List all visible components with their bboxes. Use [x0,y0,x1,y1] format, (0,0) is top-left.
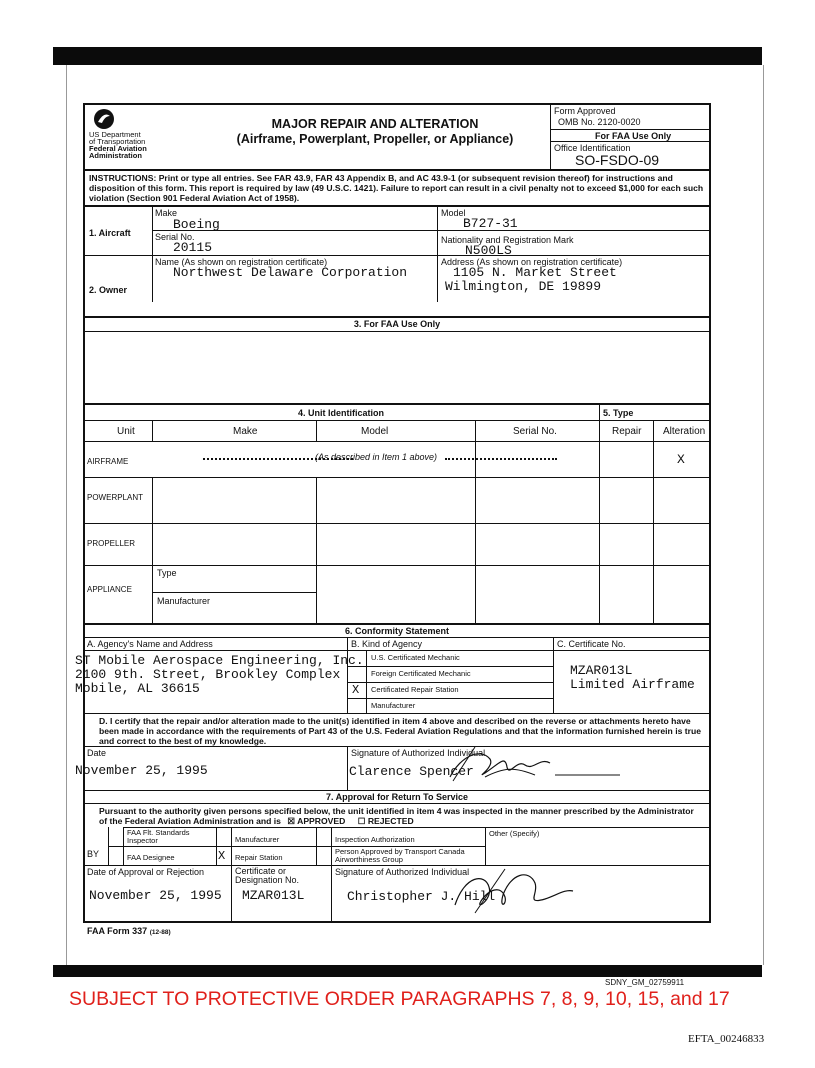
approval-cert-label: Certificate or Designation No. [235,866,300,885]
col-serial: Serial No. [513,426,557,437]
scan-bottom-border [53,965,762,977]
option-manufacturer: Manufacturer [235,835,280,844]
approval-date: November 25, 1995 [89,888,222,903]
dot-logo-icon [93,108,115,130]
powerplant-label: POWERPLANT [87,493,144,502]
type-section: 5. Type [603,408,634,418]
approval-date-label: Date of Approval or Rejection [87,867,205,877]
office-id-value: SO-FSDO-09 [575,152,660,168]
owner-section-label: 2. Owner [89,285,128,295]
kind-us-mechanic: U.S. Certificated Mechanic [371,653,460,662]
approval-statement: Pursuant to the authority given persons specified below, the unit identified in item 4 was inspected in the manner prescribed by the Administrator of the Federal Aviation Administration and is ☒ APPROVED ☐ REJECTED [99,806,694,826]
unit-id-section: 4. Unit Identification [297,408,384,418]
appliance-type-label: Type [157,568,177,578]
approval-signature-name: Christopher J. Hill [347,889,496,904]
agency-line2: 2100 9th. Street, Brookley Complex [75,667,341,682]
form-number: FAA Form 337 (12-88) [87,926,171,936]
owner-address-line1: 1105 N. Market Street [453,265,617,280]
office-id-label: Office Identification [554,143,631,153]
conformity-section: 6. Conformity Statement [344,626,449,636]
make-label: Make [155,208,178,218]
approval-signature-scrawl [445,865,595,921]
col-unit: Unit [117,426,135,437]
aircraft-serial: 20115 [173,240,213,255]
by-label: BY [87,849,100,859]
conformity-signature-label: Signature of Authorized Individual [351,748,486,758]
omb-number: OMB No. 2120-0020 [558,117,641,127]
form-title: MAJOR REPAIR AND ALTERATION [271,117,479,131]
serial-label: Serial No. [155,232,195,242]
agency-line3: Mobile, AL 36615 [75,681,200,696]
kind-label: B. Kind of Agency [351,639,423,649]
aircraft-make: Boeing [173,217,220,232]
aircraft-nationality: N500LS [465,243,512,258]
cert-number: MZAR013L [570,663,633,678]
form-approved: Form Approved [554,106,616,116]
nationality-label: Nationality and Registration Mark [441,235,574,245]
kind-repair-station: Certificated Repair Station [371,685,459,694]
option-inspection-authorization: Inspection Authorization [335,835,415,844]
form-subtitle: (Airframe, Powerplant, Propeller, or Appliance) [236,132,514,146]
kind-checkmark: X [352,683,360,697]
aircraft-model: B727-31 [463,216,518,231]
option-fsi: FAA Flt. Standards Inspector [127,828,190,845]
cert-label: C. Certificate No. [557,639,626,649]
airframe-label: AIRFRAME [87,457,129,466]
efta-number: EFTA_00246833 [688,1033,765,1045]
owner-address-line2: Wilmington, DE 19899 [445,279,602,294]
model-label: Model [441,208,466,218]
col-model: Model [361,426,389,437]
faa-use-section: 3. For FAA Use Only [353,319,441,329]
owner-address-label: Address (As shown on registration certificate) [441,257,623,267]
option-faa-designee: FAA Designee [127,853,175,862]
agency-line1: ST Mobile Aerospace Engineering, Inc. [75,653,364,668]
conformity-date: November 25, 1995 [75,763,208,778]
approval-section: 7. Approval for Return To Service [325,792,469,802]
kind-foreign-mechanic: Foreign Certificated Mechanic [371,669,471,678]
protective-order-notice: SUBJECT TO PROTECTIVE ORDER PARAGRAPHS 7, 8, 9, 10, 15, and 17 [69,988,730,1010]
owner-name: Northwest Delaware Corporation [173,265,408,280]
col-alteration: Alteration [663,426,706,437]
kind-manufacturer: Manufacturer [371,701,416,710]
conformity-date-label: Date [87,748,107,758]
approval-signature-label: Signature of Authorized Individual [335,867,470,877]
option-transport-canada: Person Approved by Transport Canada Airworthiness Group [335,847,465,864]
rejected-option[interactable]: REJECTED [367,816,414,826]
option-other: Other (Specify) [489,829,540,838]
approval-cert-number: MZAR013L [242,888,305,903]
cert-limit: Limited Airframe [570,677,695,692]
airframe-desc: (As described in Item 1 above) [315,452,438,462]
airframe-alteration-mark: X [677,452,685,467]
propeller-label: PROPELLER [87,539,136,548]
col-repair: Repair [612,426,642,437]
owner-name-label: Name (As shown on registration certificate) [155,257,328,267]
approved-option[interactable]: APPROVED [297,816,346,826]
conformity-signature-scrawl [445,737,625,787]
option-repair-station: Repair Station [235,853,283,862]
faa-use-only-label: For FAA Use Only [595,131,672,141]
repair-station-checkmark: X [218,849,226,863]
agency-name: US Department of Transportation Federal Aviation Administration [89,130,147,160]
appliance-label: APPLIANCE [87,585,132,594]
scan-top-border [53,47,762,65]
instructions: INSTRUCTIONS: Print or type all entries. See FAR 43.9, FAR 43 Appendix B, and AC 43.9-1 (or subsequent revision thereof) for instructions and disposition of this form. This report is required by law (49 U.S.C. 1421). Failure to report can result in a civil penalty not to exceed $1,000 for each such violation (Section 901 Federal Aviation Act of 1958). [89,173,704,203]
faa-form-337 [75,103,711,936]
aircraft-section-label: 1. Aircraft [89,228,131,238]
appliance-mfr-label: Manufacturer [157,596,211,606]
conformity-statement: D. I certify that the repair and/or alteration made to the unit(s) identified in item 4 above and described on the reverse or attachments hereto have been made in accordance with the requirements of Part 43 of the U.S. Federal Aviation Regulations and that the information furnished herein is true and correct to the best of my knowledge. [99,716,701,746]
bates-number: SDNY_GM_02759911 [605,978,685,987]
agency-label: A. Agency's Name and Address [87,639,213,649]
conformity-signature-name: Clarence Spencer [349,764,474,779]
col-make: Make [233,426,258,437]
